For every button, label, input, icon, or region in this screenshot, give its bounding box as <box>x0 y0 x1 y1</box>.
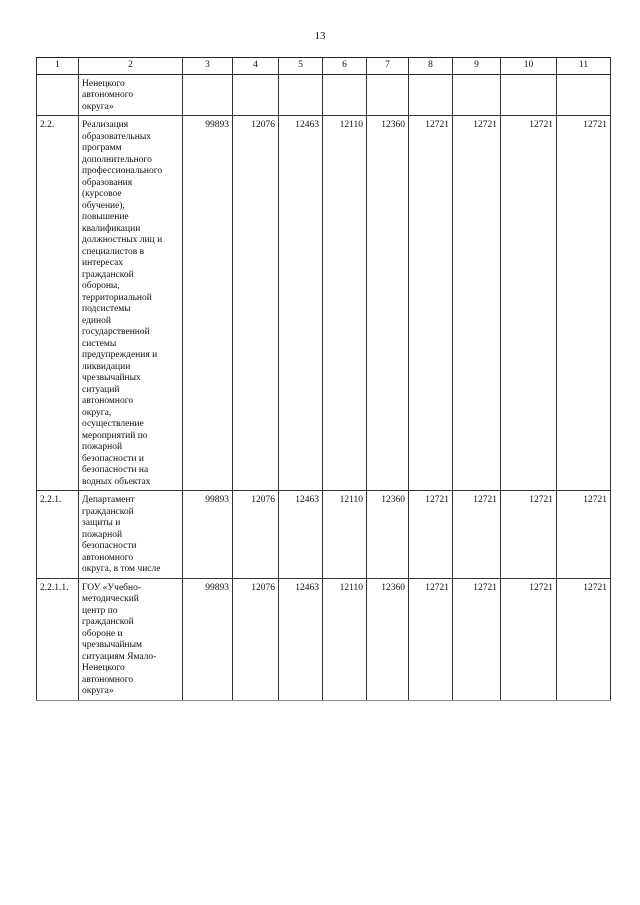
name-line: системы <box>82 338 117 349</box>
value-cell <box>453 74 501 116</box>
name-line: обучение), <box>82 200 125 211</box>
name-line: образования <box>82 177 133 188</box>
name-line: ликвидации <box>82 361 131 372</box>
value-cell <box>367 74 409 116</box>
name-line: округа, в том числе <box>82 564 161 574</box>
name-line: интересах <box>82 258 124 268</box>
column-header: 2 <box>79 58 183 75</box>
continuation-row <box>37 74 611 116</box>
name-line: предупреждения и <box>82 350 158 360</box>
value-cell: 12076 <box>233 578 279 700</box>
name-cell <box>79 74 183 116</box>
name-line: гражданской <box>82 617 134 627</box>
code-cell: 2.2.1. <box>37 491 79 579</box>
name-line: обороны, <box>82 281 120 291</box>
value-cell: 12721 <box>453 116 501 491</box>
name-line: безопасности <box>82 541 137 551</box>
budget-table <box>36 57 611 701</box>
value-cell <box>279 74 323 116</box>
name-line: должностных лиц и <box>82 235 163 245</box>
value-cell: 12721 <box>557 116 611 491</box>
name-line: защиты и <box>82 518 121 528</box>
value-cell: 99893 <box>183 116 233 491</box>
value-cell: 99893 <box>183 491 233 579</box>
code-cell: 2.2.1.1. <box>37 578 79 700</box>
value-cell: 12110 <box>323 578 367 700</box>
value-cell: 12360 <box>367 491 409 579</box>
name-line: мероприятий по <box>82 430 148 441</box>
table-row <box>37 578 611 700</box>
column-header: 1 <box>37 58 79 75</box>
name-line: Ненецкого <box>82 78 125 89</box>
value-cell: 12721 <box>453 578 501 700</box>
value-cell: 12110 <box>323 491 367 579</box>
page-number: 13 <box>314 30 326 42</box>
name-line: автономного <box>82 90 134 100</box>
value-cell: 12360 <box>367 578 409 700</box>
value-cell: 12721 <box>501 491 557 579</box>
name-line: автономного <box>82 674 134 685</box>
name-line: государственной <box>82 327 150 337</box>
name-line: Ненецкого <box>82 663 125 673</box>
value-cell: 12463 <box>279 491 323 579</box>
name-line: округа» <box>82 101 114 112</box>
name-line: ситуациям Ямало- <box>82 651 157 662</box>
column-number-row <box>37 58 611 75</box>
value-cell <box>183 74 233 116</box>
name-line: осуществление <box>82 419 144 429</box>
name-line: ситуаций <box>82 384 120 395</box>
name-line: образовательных <box>82 131 151 142</box>
code-cell: 2.2. <box>37 116 79 491</box>
name-line: единой <box>82 315 111 326</box>
name-line: округа, <box>82 407 112 418</box>
column-header: 9 <box>453 58 501 75</box>
name-line: Реализация <box>82 120 129 130</box>
name-line: обороне и <box>82 628 123 639</box>
table-row <box>37 491 611 579</box>
name-line: безопасности и <box>82 453 144 464</box>
name-cell <box>79 578 183 700</box>
value-cell: 12721 <box>409 578 453 700</box>
name-line: специалистов в <box>82 246 145 257</box>
name-cell <box>79 491 183 579</box>
name-line: гражданской <box>82 506 134 517</box>
value-cell <box>323 74 367 116</box>
column-header: 7 <box>367 58 409 75</box>
value-cell: 12076 <box>233 491 279 579</box>
table-row <box>37 116 611 491</box>
column-header: 8 <box>409 58 453 75</box>
name-line: ГОУ «Учебно- <box>82 582 141 593</box>
value-cell: 12721 <box>501 116 557 491</box>
value-cell <box>409 74 453 116</box>
name-line: территориальной <box>82 292 152 303</box>
name-line: программ <box>82 143 122 153</box>
value-cell: 12463 <box>279 578 323 700</box>
name-line: водных объектах <box>82 476 151 487</box>
column-header: 6 <box>323 58 367 75</box>
value-cell: 12721 <box>557 491 611 579</box>
name-line: Департамент <box>82 495 135 505</box>
value-cell: 12463 <box>279 116 323 491</box>
name-line: автономного <box>82 552 134 563</box>
name-line: чрезвычайным <box>82 640 143 650</box>
code-cell <box>37 74 79 116</box>
value-cell: 12721 <box>453 491 501 579</box>
name-line: пожарной <box>82 442 123 452</box>
value-cell: 99893 <box>183 578 233 700</box>
value-cell: 12721 <box>501 578 557 700</box>
value-cell: 12721 <box>409 116 453 491</box>
value-cell <box>557 74 611 116</box>
name-line: (курсовое <box>82 189 122 199</box>
name-line: безопасности на <box>82 465 149 475</box>
name-line: центр по <box>82 605 118 616</box>
name-line: профессионального <box>82 166 163 176</box>
value-cell: 12721 <box>557 578 611 700</box>
name-line: дополнительного <box>82 154 152 165</box>
value-cell: 12721 <box>409 491 453 579</box>
name-line: гражданской <box>82 269 134 280</box>
value-cell: 12110 <box>323 116 367 491</box>
value-cell: 12360 <box>367 116 409 491</box>
name-line: автономного <box>82 396 134 406</box>
column-header: 10 <box>501 58 557 75</box>
column-header: 4 <box>233 58 279 75</box>
column-header: 11 <box>557 58 611 75</box>
name-line: методический <box>82 594 139 604</box>
name-line: повышение <box>82 212 129 222</box>
name-line: подсистемы <box>82 304 131 314</box>
name-line: квалификации <box>82 223 141 234</box>
value-cell <box>233 74 279 116</box>
name-cell <box>79 116 183 491</box>
value-cell: 12076 <box>233 116 279 491</box>
column-header: 5 <box>279 58 323 75</box>
value-cell <box>501 74 557 116</box>
name-line: чрезвычайных <box>82 373 141 383</box>
column-header: 3 <box>183 58 233 75</box>
name-line: округа» <box>82 686 114 696</box>
name-line: пожарной <box>82 529 123 540</box>
